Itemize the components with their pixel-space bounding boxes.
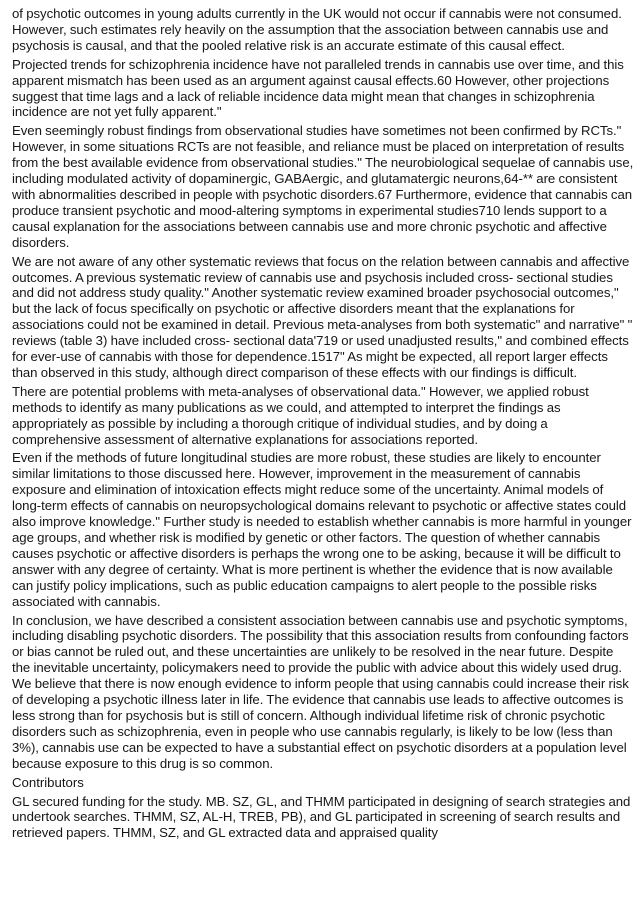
paragraph-incidence-trends: Projected trends for schizophrenia incidence have not paralleled trends in cannabis use over time, and this apparent mismatch has been used as an argument against causal effects.60 However, other projections suggest that time lags and a lack of reliable incidence data might mean that changes in schizophrenia incidence are not yet fully apparent.": [12, 56, 624, 120]
paragraph-systematic-reviews: We are not aware of any other systematic reviews that focus on the relation between cannabis and affective outcomes. A previous systematic review of cannabis use and psychosis included cross- sectional studies and did not address study quality." Another systematic review examined broader psychosocial outcomes," but the lack of focus specifically on psychotic or affective disorders meant that the explanations for associations could not be examined in detail. Previous meta-analyses from both systematic" and narrative" " reviews (table 3) have included cross- sectional data'719 or used unadjusted results," and combined effects for ever-use of cannabis with those for dependence.1517" As might be expected, all report larger effects than observed in this study, although direct comparison of these effects with our findings is difficult.: [12, 253, 633, 380]
contributors-heading: Contributors: [12, 774, 84, 790]
paragraph-causal-estimate: of psychotic outcomes in young adults currently in the UK would not occur if cannabis were not consumed. However, such estimates rely heavily on the assumption that the association between cannabis use and psychosis is causal, and that the pooled relative risk is an accurate estimate of this causal effect.: [12, 6, 622, 53]
paragraph-conclusion: In conclusion, we have described a consistent association between cannabis use and psychotic symptoms, including disabling psychotic disorders. The possibility that this association results from confounding factors or bias cannot be ruled out, and these uncertainties are unlikely to be resolved in the near future. Despite the inevitable uncertainty, policymakers need to provide the public with advice about this widely used drug. We believe that there is now enough evidence to inform people that using cannabis could increase their risk of developing a psychotic illness later in life. The evidence that cannabis use leads to affective outcomes is less strong than for psychosis but is still of concern. Although individual lifetime risk of chronic psychotic disorders such as schizophrenia, even in people who use cannabis regularly, is likely to be low (less than 3%), cannabis use can be expected to have a substantial effect on psychotic disorders at a population level because exposure to this drug is so common.: [12, 612, 629, 771]
contributors-text: GL secured funding for the study. MB. SZ, GL, and THMM participated in designing of search strategies and undertook searches. THMM, SZ, AL-H, TREB, PB), and GL participated in screening of search results and retrieved papers. THMM, SZ, and GL extracted data and appraised quality: [12, 793, 631, 841]
paragraph-meta-analysis-problems: There are potential problems with meta-analyses of observational data." However, we applied robust methods to identify as many publications as we could, and attempted to interpret the findings as appropriately as possible by including a thorough critique of individual studies, and by doing a comprehensive assessment of alternative explanations for associations reported.: [12, 383, 589, 447]
paragraph-future-studies: Even if the methods of future longitudinal studies are more robust, these studies are likely to encounter similar limitations to those discussed here. However, improvement in the measurement of cannabis exposure and elimination of intoxication effects might reduce some of the uncertainty. Animal models of long-term effects of cannabis on neuropsychological domains relevant to psychotic or affective states could also improve knowledge." Further study is needed to establish whether cannabis is more harmful in younger age groups, and whether risk is modified by genetic or other factors. The question of whether cannabis causes psychotic or affective disorders is perhaps the wrong one to be asking, because it will be difficult to answer with any degree of certainty. What is more pertinent is whether the evidence that is now available can justify policy implications, such as public education campaigns to alert people to the possible risks associated with cannabis.: [12, 450, 632, 609]
paragraph-observational-rcts: Even seemingly robust findings from observational studies have sometimes not been confirmed by RCTs." However, in some situations RCTs are not feasible, and reliance must be placed on interpretation of results from the best available evidence from observational studies." The neurobiological sequelae of cannabis use, including modulated activity of dopaminergic, GABAergic, and glutamatergic neurons,64-** are consistent with abnormalities described in people with psychotic disorders.67 Furthermore, evidence that cannabis can produce transient psychotic and mood-altering symptoms in experimental studies710 lends support to a causal explanation for the associations between cannabis use and more chronic psychotic and affective disorders.: [12, 123, 634, 250]
